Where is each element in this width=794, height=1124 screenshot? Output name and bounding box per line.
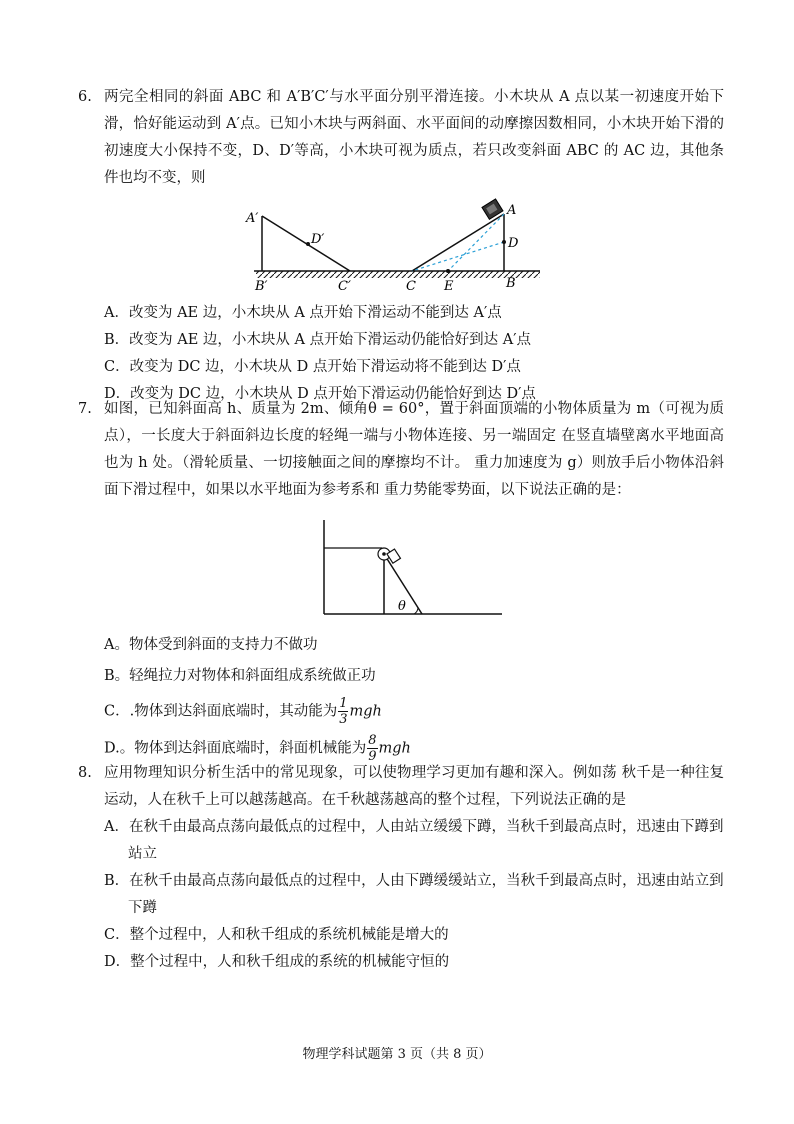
option-b: B。轻绳拉力对物体和斜面组成系统做正功 bbox=[104, 668, 376, 684]
theta-label: θ bbox=[398, 599, 406, 614]
ground-hatching bbox=[256, 271, 540, 278]
option-a: A．在秋千由最高点荡向最低点的过程中，人由站立缓缓下蹲，当秋千到最高点时，迅速由下蹲到站立 bbox=[104, 819, 724, 862]
question-number: 8. bbox=[78, 765, 92, 781]
option-a: A。物体受到斜面的支持力不做功 bbox=[104, 637, 318, 653]
point-D bbox=[502, 240, 506, 244]
option-d: D．整个过程中，人和秋千组成的系统的机械能守恒的 bbox=[104, 954, 450, 970]
option-b: B．在秋千由最高点荡向最低点的过程中，人由下蹲缓缓站立，当秋千到最高点时，迅速由站立到下蹲 bbox=[104, 873, 724, 916]
dashed-line-DC bbox=[412, 242, 504, 271]
option-c: C．.物体到达斜面底端时，其动能为 $\frac{1}{3}$ mgh bbox=[104, 696, 382, 727]
fraction: $\frac{1}{3}$ bbox=[339, 696, 348, 727]
option-a: A．改变为 AE 边，小木块从 A 点开始下滑运动不能到达 A′点 bbox=[104, 305, 502, 321]
right-slope bbox=[412, 214, 504, 271]
label-B-prime: B′ bbox=[255, 279, 268, 294]
incline-pulley-figure bbox=[322, 518, 512, 618]
options-list bbox=[104, 814, 724, 976]
options-list bbox=[104, 300, 724, 408]
options-list bbox=[104, 632, 724, 764]
question-stem: 如图，已知斜面高 h、质量为 2m、倾角θ = 60°，置于斜面顶端的小物体质量为 m（可视为质点），一长度大于斜面斜边长度的轻绳一端与小物体连接、另一端固定 在竖直墙壁离水平地面高也为 h 处。（滑轮质量、一切接触面之间的摩擦均不计。 重力加速度为 g）则放手后小物体沿斜面下滑过程中，如果以水平地面为参考系和 重力势能零势面，以下说法正确的是： bbox=[104, 401, 724, 498]
option-b: B．改变为 AE 边，小木块从 A 点开始下滑运动仍能恰好到达 A′点 bbox=[104, 332, 531, 348]
dashed-line-AE bbox=[448, 214, 504, 271]
option-c: C．改变为 DC 边，小木块从 D 点开始下滑运动将不能到达 D′点 bbox=[104, 359, 521, 375]
point-D-prime bbox=[306, 242, 310, 246]
left-slope bbox=[262, 216, 350, 271]
label-D-prime: D′ bbox=[311, 232, 325, 247]
inclined-planes-figure bbox=[246, 202, 550, 298]
question-stem: 应用物理知识分析生活中的常见现象，可以使物理学习更加有趣和深入。例如荡 秋千是一种往复运动，人在秋千上可以越荡越高。在千秋越荡越高的整个过程，下列说法正确的是 bbox=[104, 765, 724, 808]
label-A-prime: A′ bbox=[246, 211, 259, 226]
page-footer: 物理学科试题第 3 页（共 8 页） bbox=[302, 1047, 492, 1062]
fraction: $\frac{8}{9}$ bbox=[368, 733, 377, 764]
question-stem: 两完全相同的斜面 ABC 和 A′B′C′与水平面分别平滑连接。小木块从 A 点以某一初速度开始下滑，恰好能运动到 A′点。已知小木块与两斜面、水平面间的动摩擦因数相同，小木块开始下滑的初速度大小保持不变，D、D′等高，小木块可视为质点，若只改变斜面 ABC 的 AC 边，其他条件也均不变，则 bbox=[104, 89, 724, 186]
question-number: 6. bbox=[78, 89, 92, 105]
point-E bbox=[446, 269, 450, 273]
label-C-prime: C′ bbox=[338, 279, 351, 294]
question-7 bbox=[78, 396, 724, 764]
option-c: C．整个过程中，人和秋千组成的系统机械能是增大的 bbox=[104, 927, 449, 943]
question-8 bbox=[78, 760, 724, 976]
question-number: 7. bbox=[78, 401, 92, 417]
label-D: D bbox=[508, 236, 519, 251]
option-d: D．改变为 DC 边，小木块从 D 点开始下滑运动仍能恰好到达 D′点 bbox=[104, 386, 536, 402]
question-6 bbox=[78, 84, 724, 408]
pulley-axle bbox=[382, 552, 386, 556]
label-B: B bbox=[506, 276, 516, 291]
label-C: C bbox=[406, 279, 416, 294]
label-E: E bbox=[444, 279, 454, 294]
option-d: D.。物体到达斜面底端时，斜面机械能为 $\frac{8}{9}$ mgh bbox=[104, 733, 411, 764]
label-A: A bbox=[507, 203, 517, 218]
